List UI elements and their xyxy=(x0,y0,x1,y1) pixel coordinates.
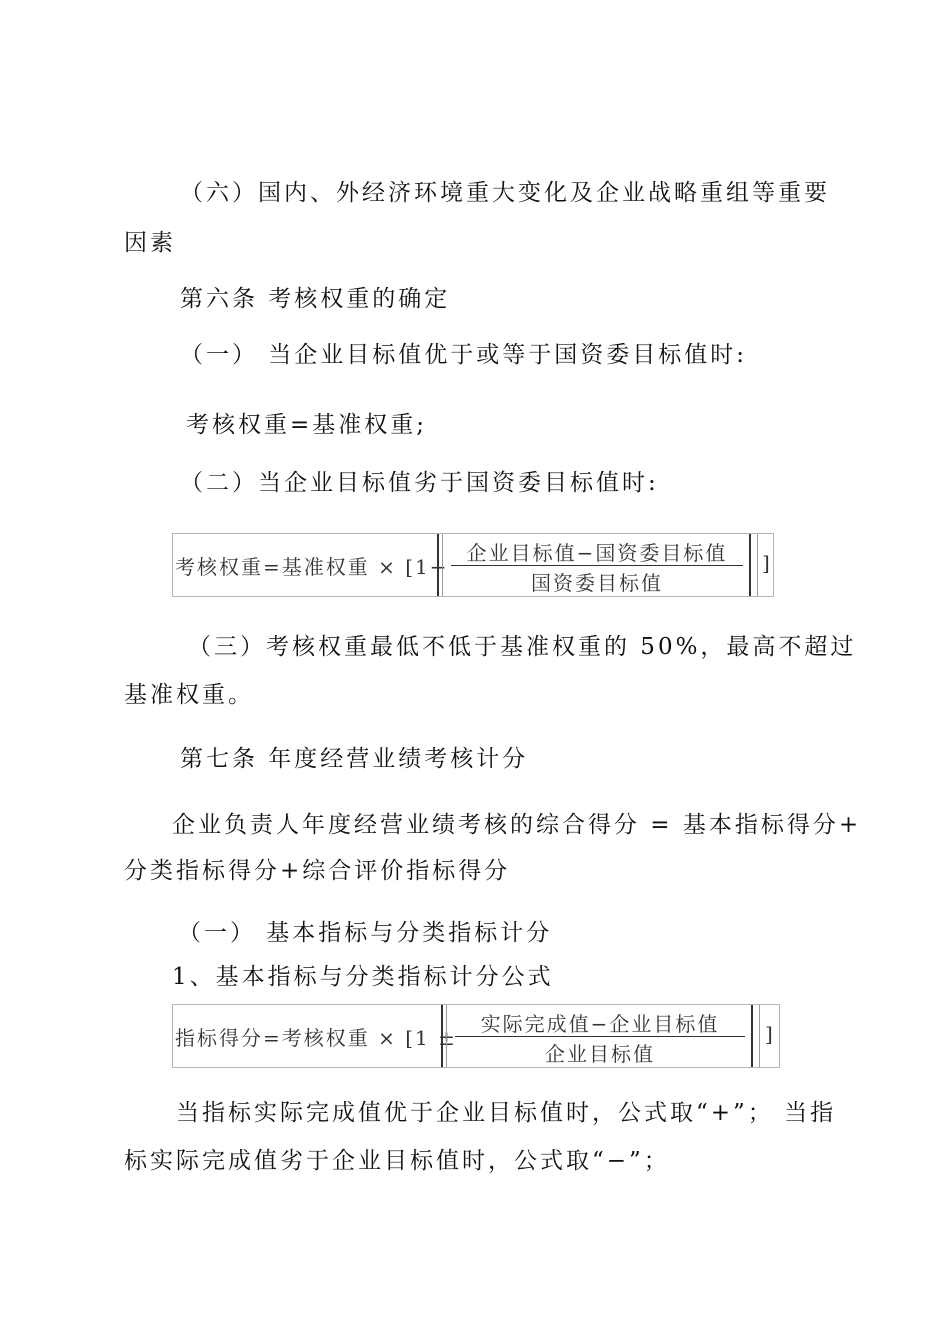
paragraph-line: 分类指标得分+综合评价指标得分 xyxy=(124,858,511,884)
formula-denominator: 国资委目标值 xyxy=(531,571,663,595)
fraction-line xyxy=(455,1036,745,1037)
formula-bracket-right-inner xyxy=(759,1005,760,1067)
article-6-item-2: （二）当企业目标值劣于国资委目标值时: xyxy=(180,470,659,496)
paragraph-line: （六）国内、外经济环境重大变化及企业战略重组等重要 xyxy=(180,180,830,206)
formula-bracket-left-inner xyxy=(442,534,443,596)
formula-bracket-right-inner xyxy=(757,534,758,596)
paragraph-line: 因素 xyxy=(124,230,176,256)
article-6-item-3: （三）考核权重最低不低于基准权重的 50%，最高不超过 xyxy=(188,634,857,660)
formula-denominator: 企业目标值 xyxy=(545,1042,655,1066)
formula-numerator: 企业目标值−国资委目标值 xyxy=(466,541,728,565)
paragraph-line: 企业负责人年度经营业绩考核的综合得分 = 基本指标得分+ xyxy=(172,812,862,838)
formula-bracket-right xyxy=(749,534,751,596)
formula-bracket-left xyxy=(441,1005,443,1067)
fraction-line xyxy=(451,565,743,566)
formula-bracket-right xyxy=(751,1005,753,1067)
weight-formula xyxy=(172,533,774,597)
formula-close: ] xyxy=(765,1022,775,1046)
paragraph-line: 标实际完成值劣于企业目标值时，公式取“−”； xyxy=(124,1148,670,1174)
article-6-item-1: （一） 当企业目标值优于或等于国资委目标值时: xyxy=(180,342,748,368)
article-6-heading: 第六条 考核权重的确定 xyxy=(180,286,451,312)
formula-equal-weight: 考核权重=基准权重; xyxy=(186,412,428,438)
article-7-subitem-1: 1、基本指标与分类指标计分公式 xyxy=(172,964,554,990)
paragraph-line: 当指标实际完成值优于企业目标值时，公式取“+”； 当指 xyxy=(176,1100,837,1126)
score-formula xyxy=(172,1004,780,1068)
formula-lhs: 指标得分=考核权重 × [1 ± xyxy=(175,1026,457,1050)
formula-bracket-left-inner xyxy=(446,1005,447,1067)
formula-close: ] xyxy=(762,551,772,575)
article-7-item-1: （一） 基本指标与分类指标计分 xyxy=(178,920,553,946)
formula-numerator: 实际完成值−企业目标值 xyxy=(480,1012,720,1036)
article-7-heading: 第七条 年度经营业绩考核计分 xyxy=(180,746,529,772)
formula-bracket-left xyxy=(437,534,439,596)
paragraph-line: 基准权重。 xyxy=(124,682,254,708)
formula-lhs: 考核权重=基准权重 × [1− xyxy=(175,555,449,579)
